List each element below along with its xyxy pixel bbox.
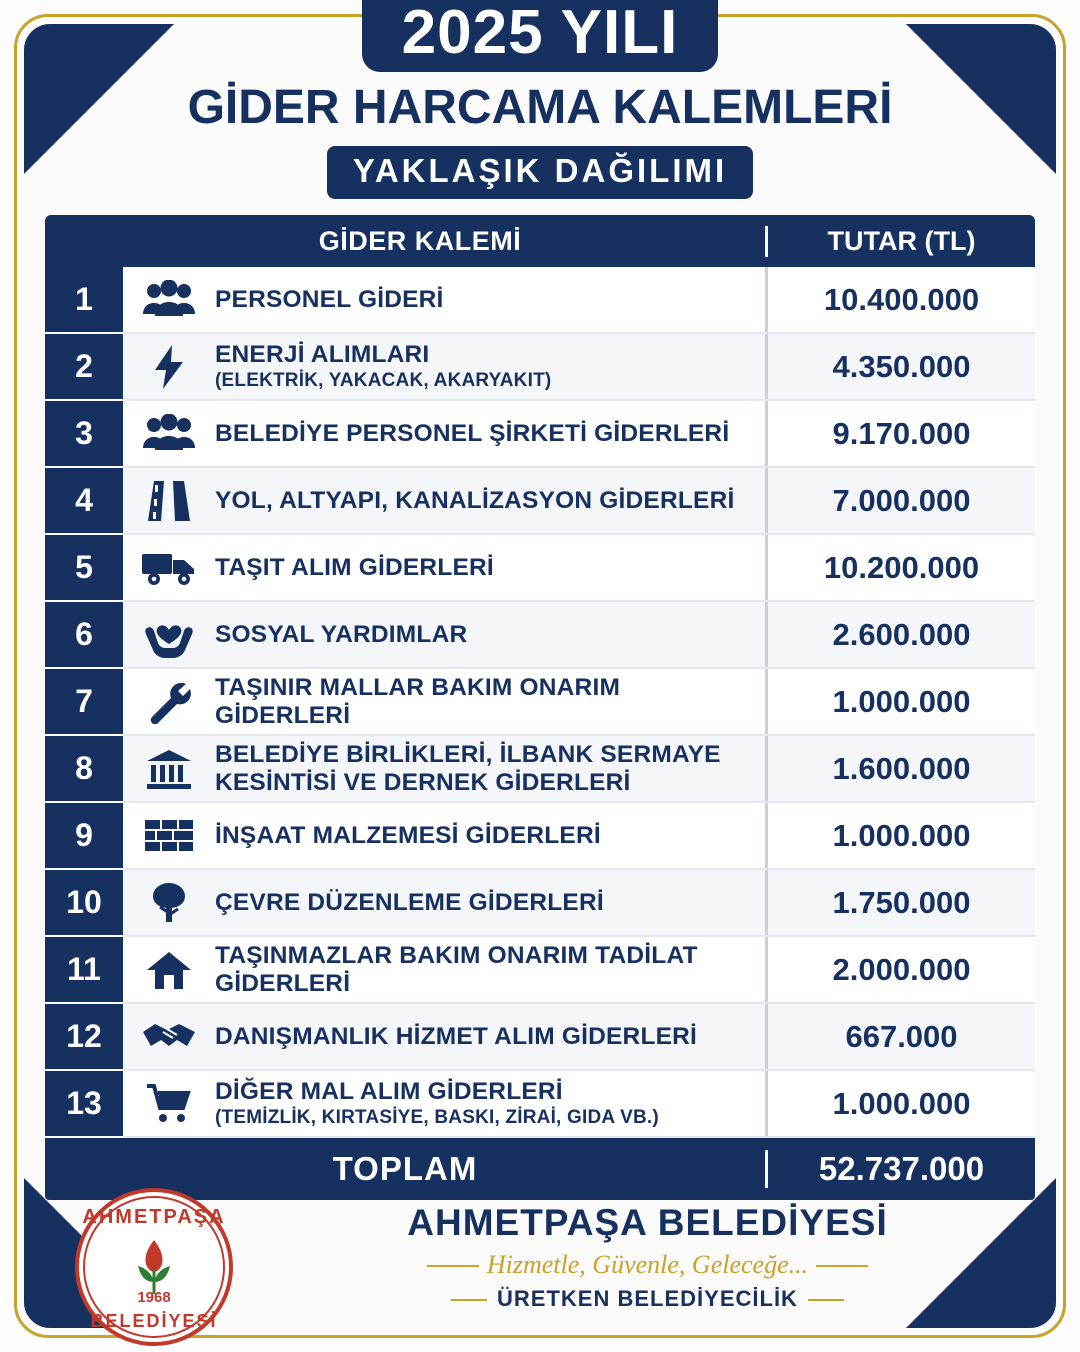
expense-table [45,215,1035,1200]
row-amount: 1.750.000 [765,870,1035,935]
row-label: TAŞINMAZLAR BAKIM ONARIM TADİLAT GİDERLERİ [215,942,698,997]
table-row [45,669,1035,736]
total-row [45,1138,1035,1200]
table-row [45,1004,1035,1071]
total-amount: 52.737.000 [765,1150,1035,1188]
row-label-cell [215,334,765,399]
row-amount: 1.600.000 [765,736,1035,801]
row-label-sub: (ELEKTRİK, YAKACAK, AKARYAKIT) [215,370,552,392]
row-number: 7 [45,669,123,736]
row-number: 3 [45,401,123,468]
row-amount: 10.200.000 [765,535,1035,600]
row-number: 4 [45,468,123,535]
row-label: TAŞIT ALIM GİDERLERİ [215,553,494,581]
table-row [45,870,1035,937]
municipality-seal [55,1192,253,1342]
row-label-cell [215,736,765,801]
row-label-cell [215,602,765,667]
tagline: ÜRETKEN BELEDİYECİLİK [451,1286,844,1312]
poster-footer [0,1192,1080,1342]
row-label-cell [215,468,765,533]
row-label: İNŞAAT MALZEMESİ GİDERLERİ [215,821,601,849]
slogan: Hizmetle, Güvenle, Geleceğe... [427,1250,868,1280]
row-label-cell [215,803,765,868]
row-number: 2 [45,334,123,401]
row-label: ENERJİ ALIMLARI [215,340,430,368]
row-amount: 2.000.000 [765,937,1035,1002]
house-icon [123,937,215,1002]
table-row [45,267,1035,334]
table-row [45,602,1035,669]
row-label-cell [215,937,765,1002]
total-label: TOPLAM [332,1150,478,1187]
seal-year: 1968 [137,1289,171,1306]
row-label-cell [215,401,765,466]
row-label-sub: (TEMİZLİK, KIRTASİYE, BASKI, ZİRAİ, GIDA VB.) [215,1107,659,1129]
row-number: 10 [45,870,123,937]
row-number: 9 [45,803,123,870]
row-amount: 7.000.000 [765,468,1035,533]
table-row [45,468,1035,535]
wrench-icon [123,669,215,734]
row-label-cell [215,1071,765,1136]
row-label-cell [215,267,765,332]
municipality-name: AHMETPAŞA BELEDİYESİ [407,1202,888,1243]
row-label: TAŞINIR MALLAR BAKIM ONARIM GİDERLERİ [215,674,621,729]
row-label: ÇEVRE DÜZENLEME GİDERLERİ [215,888,604,916]
row-amount: 2.600.000 [765,602,1035,667]
tree-icon [123,870,215,935]
cart-icon [123,1071,215,1136]
brick-icon [123,803,215,868]
row-number: 6 [45,602,123,669]
row-label-cell [215,669,765,734]
row-label: DİĞER MAL ALIM GİDERLERİ [215,1077,563,1105]
row-label: DANIŞMANLIK HİZMET ALIM GİDERLERİ [215,1022,698,1050]
row-label-cell [215,535,765,600]
row-label: YOL, ALTYAPI, KANALİZASYON GİDERLERİ [215,486,735,514]
row-amount: 1.000.000 [765,1071,1035,1136]
table-row [45,535,1035,602]
row-amount: 10.400.000 [765,267,1035,332]
people-icon [123,267,215,332]
row-label-cell [215,870,765,935]
table-row [45,937,1035,1004]
row-amount: 667.000 [765,1004,1035,1069]
row-label-cell [215,1004,765,1069]
row-number: 12 [45,1004,123,1071]
title-subject: GİDER HARCAMA KALEMLERİ [187,81,893,134]
row-amount: 1.000.000 [765,803,1035,868]
poster-header [0,0,1080,199]
truck-icon [123,535,215,600]
table-row [45,1071,1035,1138]
column-header-amount: TUTAR (TL) [765,226,1035,257]
table-row [45,803,1035,870]
table-body [45,267,1035,1138]
bank-icon [123,736,215,801]
column-header-item: GİDER KALEMİ [318,225,522,256]
hand-heart-icon [123,602,215,667]
title-year: 2025 YILI [362,0,719,72]
row-label: BELEDİYE PERSONEL ŞİRKETİ GİDERLERİ [215,419,730,447]
table-row [45,736,1035,803]
row-label: PERSONEL GİDERİ [215,285,444,313]
seal-top-text: AHMETPAŞA [82,1206,226,1228]
row-label: BELEDİYE BİRLİKLERİ, İLBANK SERMAYE KESİNTİSİ VE DERNEK GİDERLERİ [215,741,721,796]
row-number: 8 [45,736,123,803]
row-amount: 9.170.000 [765,401,1035,466]
row-number: 1 [45,267,123,334]
table-row [45,334,1035,401]
row-number: 13 [45,1071,123,1138]
people-icon [123,401,215,466]
row-amount: 1.000.000 [765,669,1035,734]
table-row [45,401,1035,468]
handshake-icon [123,1004,215,1069]
row-label: SOSYAL YARDIMLAR [215,620,468,648]
bolt-icon [123,334,215,399]
table-header-row [45,215,1035,267]
seal-bottom-text: BELEDİYESİ [90,1311,218,1331]
title-badge: YAKLAŞIK DAĞILIMI [327,146,753,199]
row-number: 11 [45,937,123,1004]
footer-text-block [255,1202,1040,1312]
row-number: 5 [45,535,123,602]
row-amount: 4.350.000 [765,334,1035,399]
road-icon [123,468,215,533]
